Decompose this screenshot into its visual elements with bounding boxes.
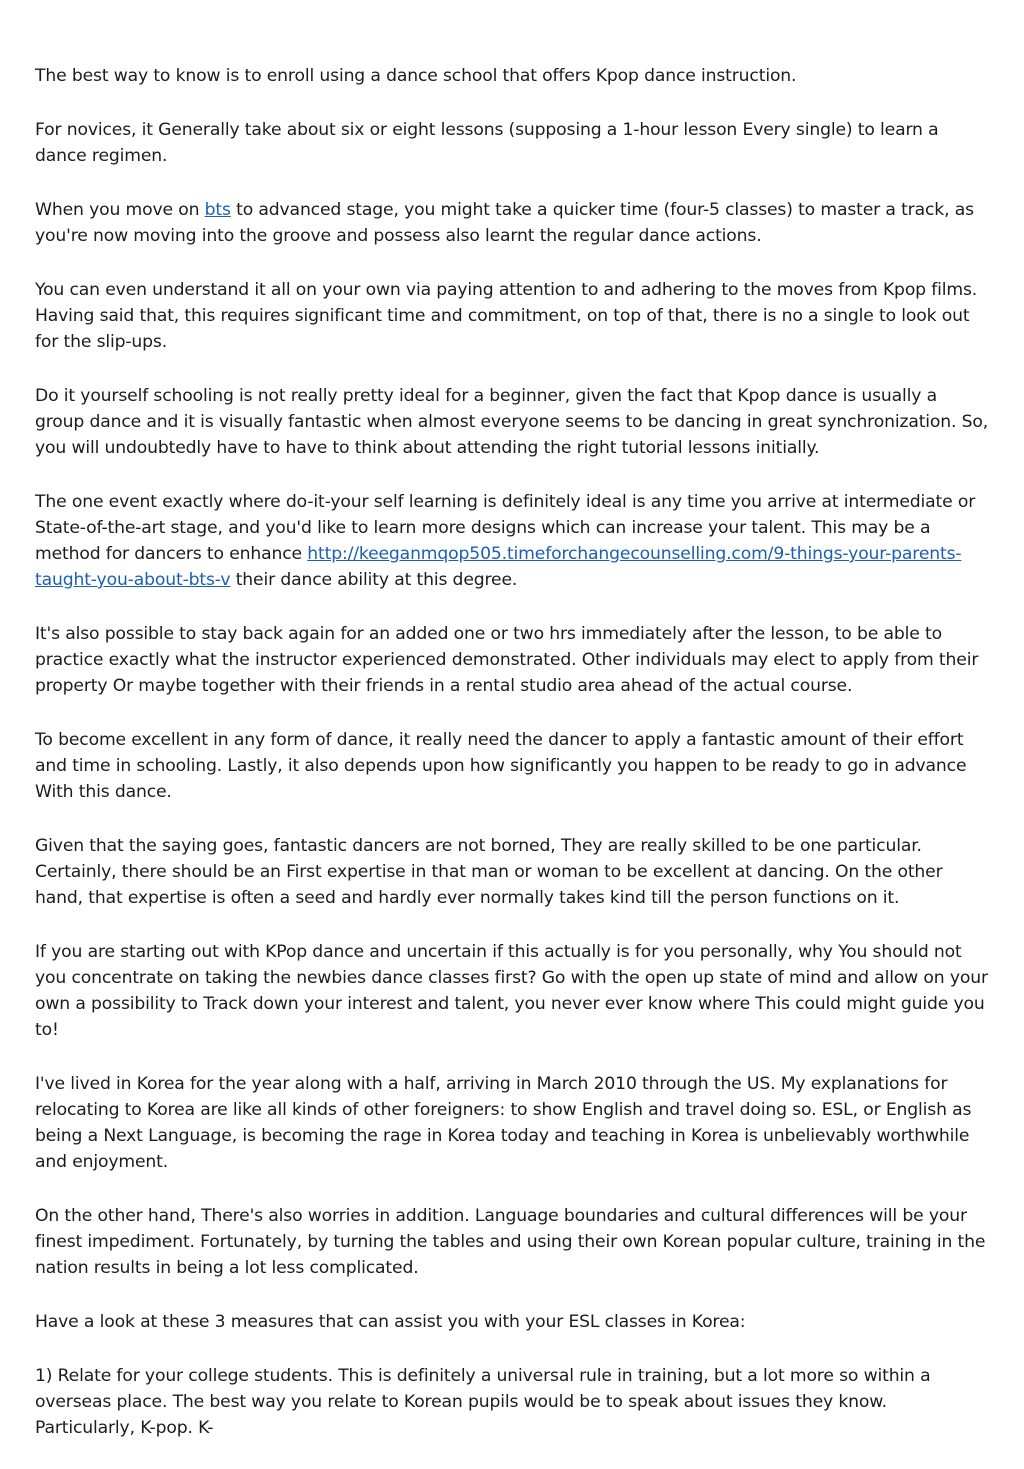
paragraph-1: The best way to know is to enroll using a dance school that offers Kpop dance instruction.	[35, 66, 797, 86]
bts-link[interactable]: bts	[204, 200, 231, 220]
paragraph-10: If you are starting out with KPop dance and uncertain if this actually is for you personally, why You should not you concentrate on taking the newbies dance classes first? Go with the open up state of mind and allow on your own a possibility to Track down your interest and talent, you never ever know where This could might guide you to!	[35, 942, 988, 1040]
paragraph-9: Given that the saying goes, fantastic dancers are not borned, They are really skilled to be one particular. Certainly, there should be an First expertise in that man or woman to be excellent at dancing. On the other hand, that expertise is often a seed and hardly ever normally takes kind till the person functions on it.	[35, 836, 943, 908]
paragraph-7: It's also possible to stay back again for an added one or two hrs immediately after the lesson, to be able to practice exactly what the instructor experienced demonstrated. Other individuals may elect to apply from their property Or maybe together with their friends in a rental studio area ahead of the actual course.	[35, 624, 979, 696]
paragraph-3-text-before: When you move on	[35, 200, 205, 220]
paragraph-6-text-before: The one event exactly where do-it-your self learning is definitely ideal is any time you arrive at intermediate or State-of-the-art stage, and you'd like to learn more designs which can increase your talent. This may be a method for dancers to enhance	[35, 492, 976, 564]
paragraph-4: You can even understand it all on your own via paying attention to and adhering to the moves from Kpop films. Having said that, this requires significant time and commitment, on top of that, there is no a single to look out for the slip-ups.	[35, 280, 978, 352]
paragraph-2: For novices, it Generally take about six or eight lessons (supposing a 1-hour lesson Every single) to learn a dance regimen.	[35, 120, 939, 166]
article-url-link[interactable]: http://keeganmqop505.timeforchangecounselling.com/9-things-your-parents-taught-you-about-bts-v	[35, 544, 962, 590]
paragraph-11: I've lived in Korea for the year along with a half, arriving in March 2010 through the US. My explanations for relocating to Korea are like all kinds of other foreigners: to show English and travel doing so. ESL, or English as being a Next Language, is becoming the rage in Korea today and teaching in Korea is unbelievably worthwhile and enjoyment.	[35, 1074, 972, 1172]
paragraph-8: To become excellent in any form of dance, it really need the dancer to apply a fantastic amount of their effort and time in schooling. Lastly, it also depends upon how significantly you happen to be ready to go in advance With this dance.	[35, 730, 967, 802]
paragraph-3-text-after: to advanced stage, you might take a quicker time (four-5 classes) to master a track, as you're now moving into the groove and possess also learnt the regular dance actions.	[35, 200, 974, 246]
paragraph-6-text-after: their dance ability at this degree.	[230, 570, 518, 590]
paragraph-13: Have a look at these 3 measures that can assist you with your ESL classes in Korea:	[35, 1312, 746, 1332]
paragraph-5: Do it yourself schooling is not really pretty ideal for a beginner, given the fact that Kpop dance is usually a group dance and it is visually fantastic when almost everyone seems to be dancing in great synchronization. So, you will undoubtedly have to have to think about attending the right tutorial lessons initially.	[35, 386, 989, 458]
paragraph-12: On the other hand, There's also worries in addition. Language boundaries and cultural differences will be your finest impediment. Fortunately, by turning the tables and using their own Korean popular culture, training in the nation results in being a lot less complicated.	[35, 1206, 986, 1278]
document-body	[35, 63, 991, 1469]
paragraph-3	[35, 197, 991, 249]
paragraph-6	[35, 489, 991, 593]
paragraph-14: 1) Relate for your college students. This is definitely a universal rule in training, but a lot more so within a overseas place. The best way you relate to Korean pupils would be to speak about issues they know. Particularly, K-pop. K-	[35, 1366, 931, 1438]
